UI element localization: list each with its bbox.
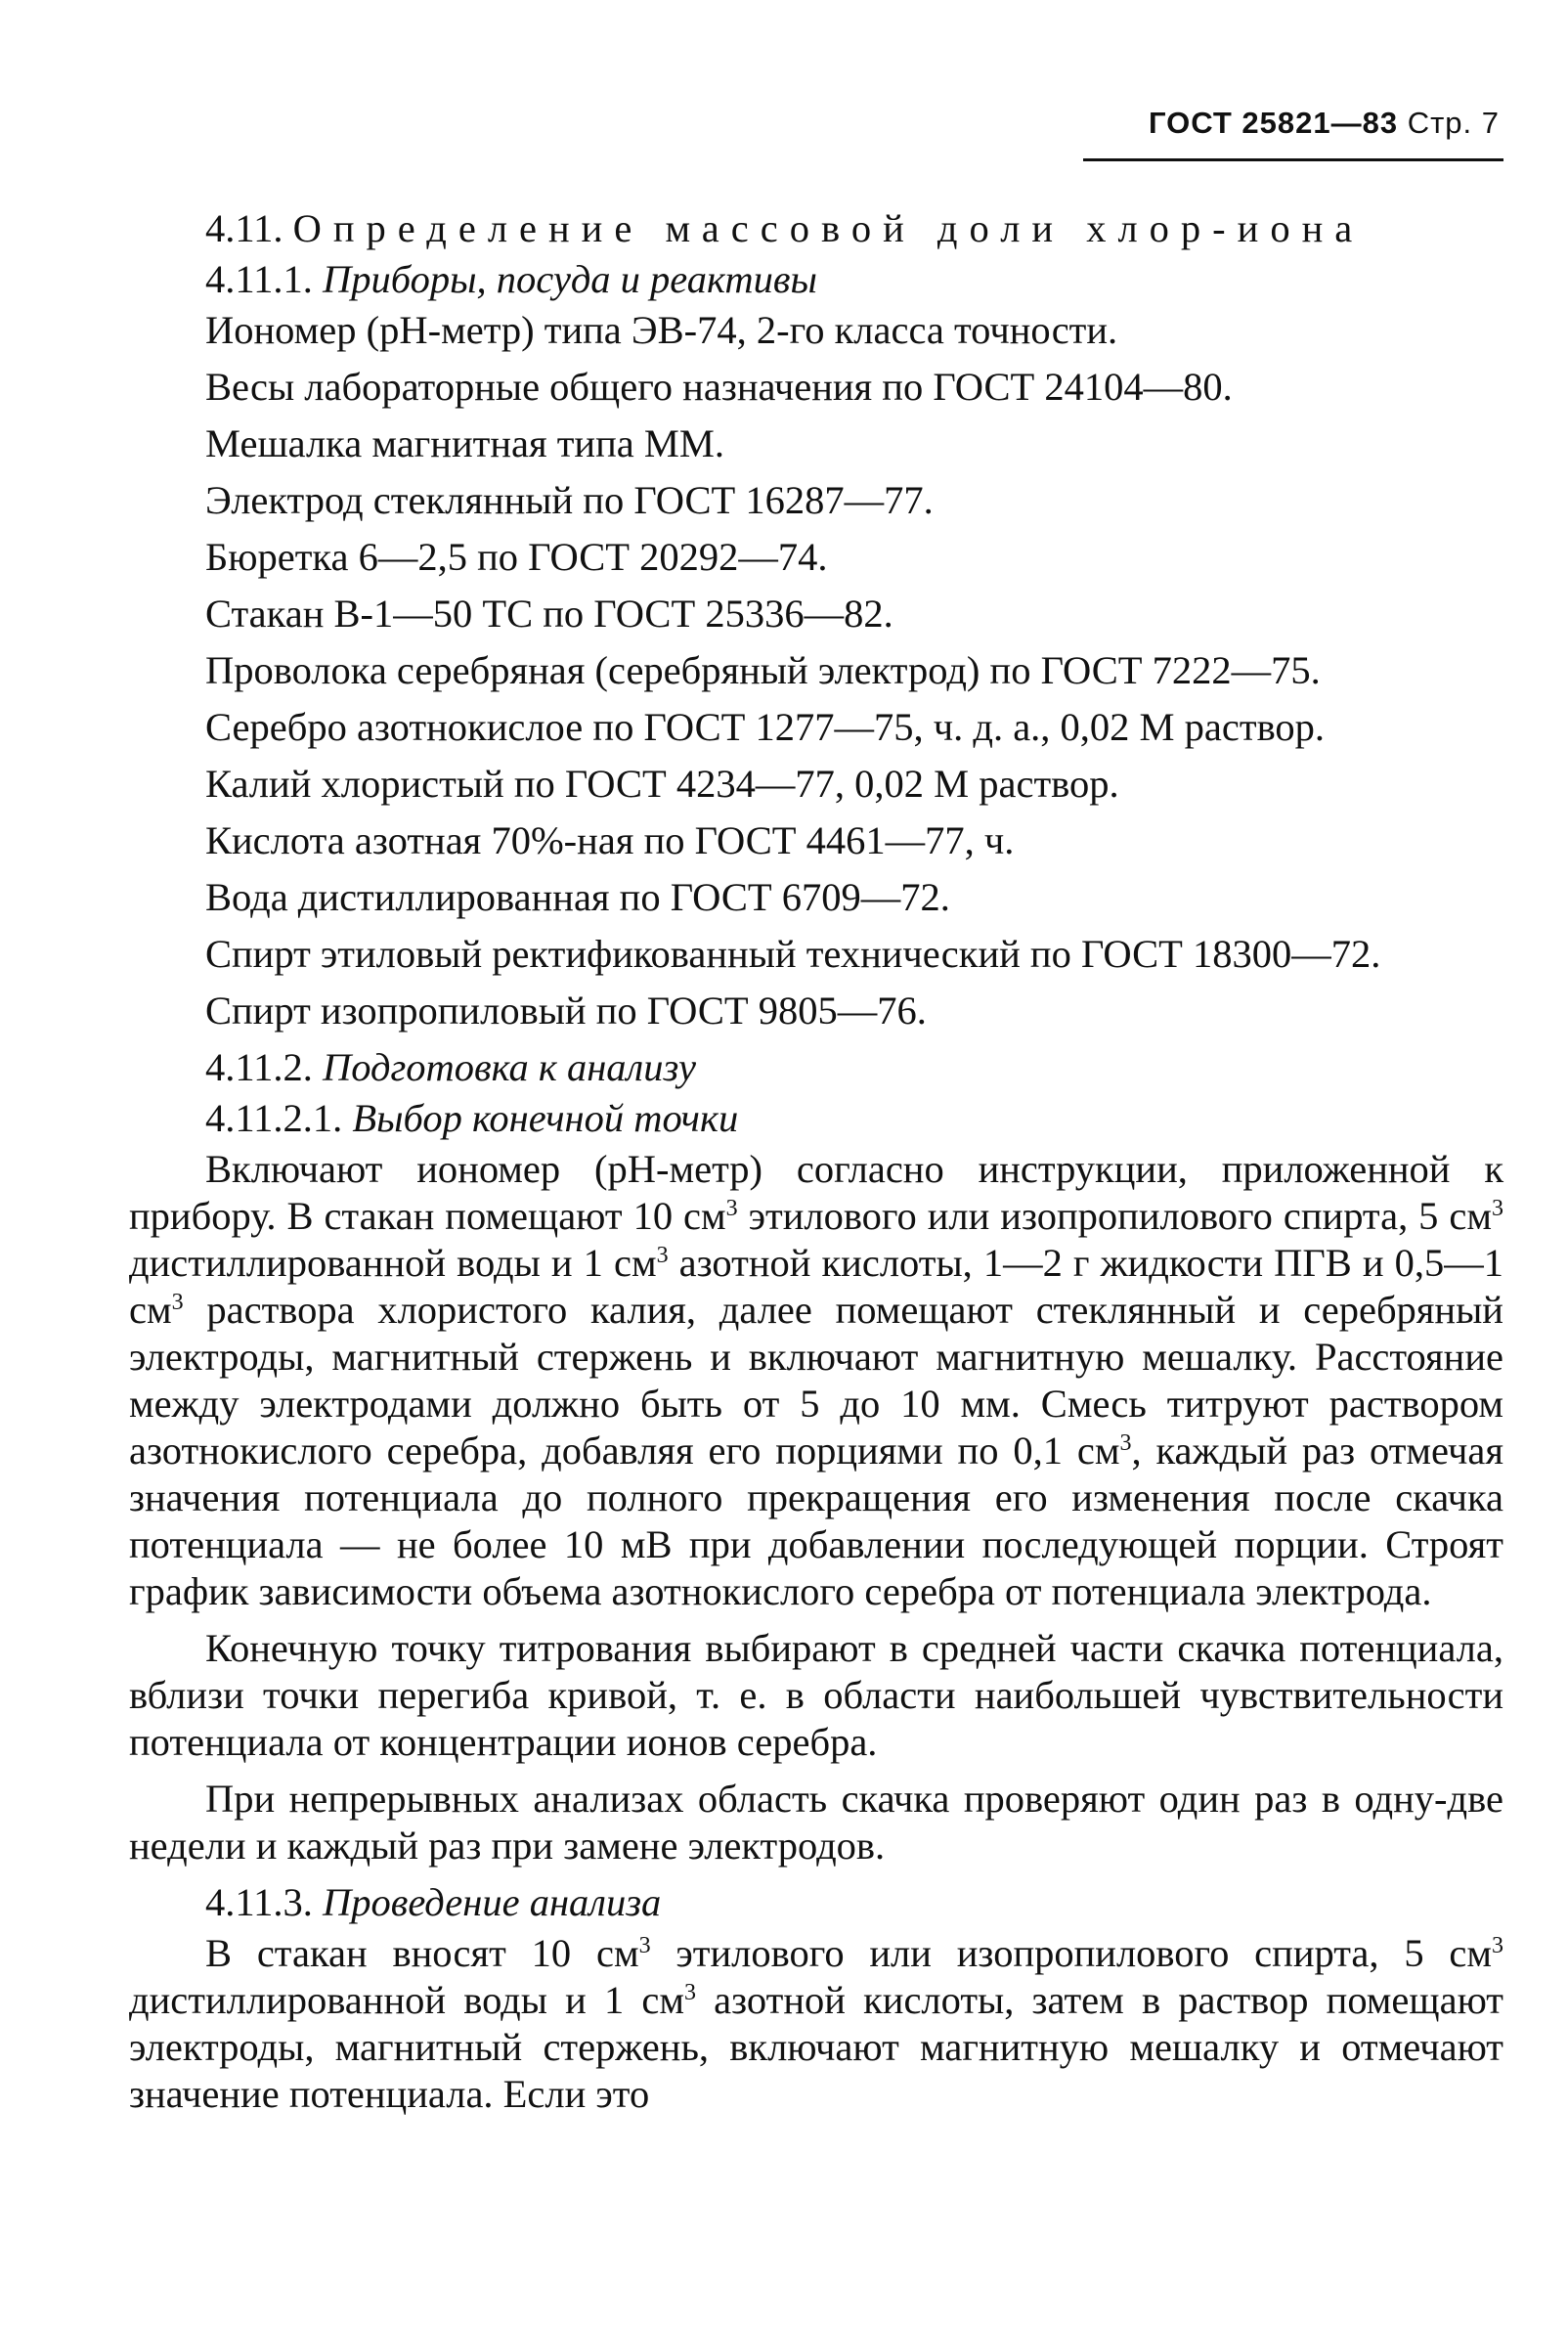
superscript: 3 bbox=[1119, 1430, 1132, 1456]
section-title: Проведение анализа bbox=[323, 1880, 662, 1924]
superscript: 3 bbox=[725, 1196, 738, 1221]
equipment-item: Калий хлористый по ГОСТ 4234—77, 0,02 М раствор. bbox=[205, 762, 1119, 806]
equipment-item: Серебро азотнокислое по ГОСТ 1277—75, ч. д. а., 0,02 М раствор. bbox=[205, 705, 1326, 749]
document-body bbox=[129, 205, 1503, 2128]
page-header bbox=[1149, 106, 1500, 141]
equipment-item: Электрод стеклянный по ГОСТ 16287—77. bbox=[205, 478, 934, 522]
equipment-item: Весы лабораторные общего назначения по ГОСТ 24104—80. bbox=[205, 365, 1233, 409]
equipment-item: Проволока серебряная (серебряный электрод) по ГОСТ 7222—75. bbox=[205, 648, 1321, 692]
standard-number: ГОСТ 25821—83 bbox=[1148, 106, 1399, 140]
equipment-item: Спирт этиловый ректификованный технический по ГОСТ 18300—72. bbox=[205, 932, 1381, 976]
section-heading-4-11: 4.11. Определение массовой доли хлор-иона bbox=[205, 206, 1365, 250]
equipment-item: Вода дистиллированная по ГОСТ 6709—72. bbox=[205, 875, 950, 919]
section-title: Приборы, посуда и реактивы bbox=[323, 257, 817, 301]
superscript: 3 bbox=[1492, 1196, 1503, 1221]
section-title: Подготовка к анализу bbox=[323, 1045, 696, 1089]
section-heading-4-11-1: 4.11.1. Приборы, посуда и реактивы bbox=[205, 257, 817, 301]
section-title: Определение массовой доли хлор-иона bbox=[292, 206, 1365, 250]
superscript: 3 bbox=[684, 1980, 697, 2005]
equipment-item: Иономер (рН-метр) типа ЭВ-74, 2-го класса точности. bbox=[205, 308, 1118, 352]
superscript: 3 bbox=[656, 1243, 669, 1268]
equipment-item: Бюретка 6—2,5 по ГОСТ 20292—74. bbox=[205, 535, 828, 579]
superscript: 3 bbox=[1492, 1933, 1503, 1958]
section-title: Выбор конечной точки bbox=[352, 1096, 739, 1140]
endpoint-paragraph-3: При непрерывных анализах область скачка проверяют один раз в одну-две недели и каждый раз при замене электродов. bbox=[129, 1777, 1503, 1868]
section-heading-4-11-3: 4.11.3. Проведение анализа bbox=[205, 1880, 662, 1924]
superscript: 3 bbox=[638, 1933, 651, 1958]
section-heading-4-11-2: 4.11.2. Подготовка к анализу bbox=[205, 1045, 696, 1089]
equipment-item: Мешалка магнитная типа ММ. bbox=[205, 421, 725, 465]
equipment-item: Спирт изопропиловый по ГОСТ 9805—76. bbox=[205, 989, 927, 1033]
superscript: 3 bbox=[171, 1290, 184, 1315]
section-heading-4-11-2-1: 4.11.2.1. Выбор конечной точки bbox=[205, 1096, 739, 1140]
header-rule bbox=[1083, 158, 1503, 161]
endpoint-paragraph-2: Конечную точку титрования выбирают в средней части скачка потенциала, вблизи точки перегиба кривой, т. е. в области наибольшей чувствительности потенциала от концентрации ионов серебра. bbox=[129, 1626, 1503, 1764]
equipment-item: Стакан В-1—50 ТС по ГОСТ 25336—82. bbox=[205, 592, 893, 636]
page-number: Стр. 7 bbox=[1407, 106, 1500, 140]
endpoint-paragraph-1: Включают иономер (рН-метр) согласно инструкции, приложенной к прибору. В стакан помещают 10 $см^3$ этилового или изопропилового спирта, 5 $см^3$ дистиллированной воды и 1 $см^3$ азотной кислоты, 1—2 г жидкости ПГВ и 0,5—1 $см^3$ раствора хлористого калия, далее помещают стеклянный и серебряный электроды, магнитный стержень и включают магнитную мешалку. Расстояние между электродами должно быть от 5 до 10 мм. Смесь титруют раствором азотнокислого серебра, добавляя его порциями по 0,1 $см^3$, каждый раз отмечая значения потенциала до полного прекращения его изменения после скачка потенциала — не более 10 мВ при добавлении последующей порции. Строят график зависимости объема азотнокислого серебра от потенциала электрода. bbox=[129, 1147, 1503, 1613]
analysis-paragraph-1: В стакан вносят 10 $см^3$ этилового или изопропилового спирта, 5 $см^3$ дистиллированной воды и 1 $см^3$ азотной кислоты, затем в раствор помещают электроды, магнитный стержень, включают магнитную мешалку и отмечают значение потенциала. Если это bbox=[129, 1931, 1503, 2116]
equipment-item: Кислота азотная 70%-ная по ГОСТ 4461—77, ч. bbox=[205, 818, 1015, 862]
